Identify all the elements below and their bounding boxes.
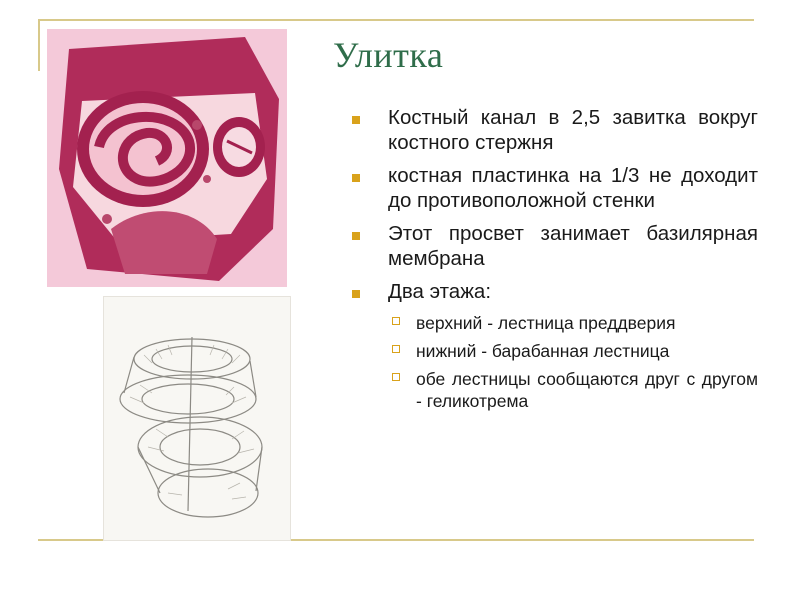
bullet-item — [350, 105, 758, 155]
slide-title: Улитка — [333, 35, 444, 75]
hollow-square-bullet-icon — [392, 345, 400, 353]
bullet-list — [350, 105, 758, 418]
square-bullet-icon — [352, 232, 360, 240]
spiral-drawing — [103, 296, 291, 541]
square-bullet-icon — [352, 174, 360, 182]
square-bullet-icon — [352, 290, 360, 298]
sub-bullet-item — [350, 340, 758, 362]
bullet-item — [350, 221, 758, 271]
sub-bullet-item — [350, 312, 758, 334]
sub-bullet-item — [350, 368, 758, 412]
bullet-text: Костный канал в 2,5 завитка вокруг костного стержня — [388, 106, 758, 154]
left-rule — [38, 19, 40, 71]
top-rule — [38, 19, 754, 21]
bullet-text: костная пластинка на 1/3 не доходит до противоположной стенки — [388, 164, 758, 212]
bullet-item — [350, 163, 758, 213]
sub-bullet-text: нижний - барабанная лестница — [416, 341, 670, 361]
sub-bullet-text: верхний - лестница преддверия — [416, 313, 676, 333]
bullet-text: Два этажа: — [388, 280, 492, 303]
cochlea-section-photo — [47, 29, 287, 287]
hollow-square-bullet-icon — [392, 373, 400, 381]
bullet-item — [350, 279, 758, 304]
bullet-text: Этот просвет занимает базилярная мембрана — [388, 222, 758, 270]
square-bullet-icon — [352, 116, 360, 124]
sub-bullet-text: обе лестницы сообщаются друг с другом - геликотрема — [416, 369, 758, 411]
hollow-square-bullet-icon — [392, 317, 400, 325]
